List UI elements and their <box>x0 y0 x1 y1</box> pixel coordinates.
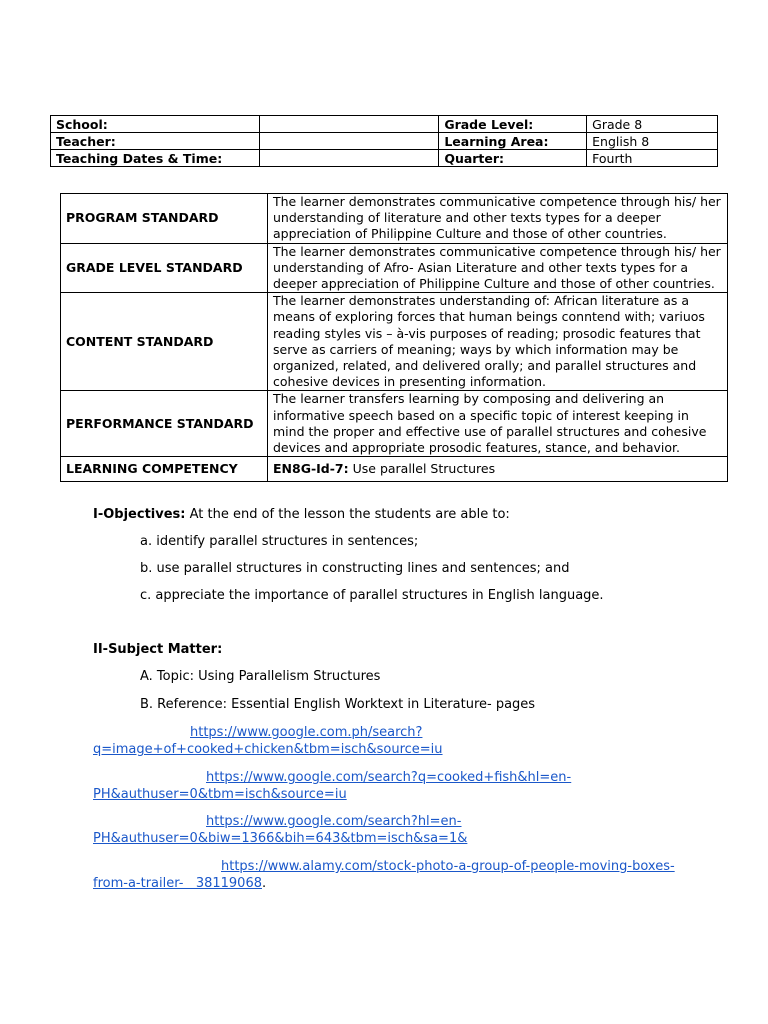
subject-topic: A. Topic: Using Parallelism Structures <box>140 669 381 684</box>
reference-link-1-line1[interactable]: https://www.google.com.ph/search? <box>190 725 423 740</box>
competency-code: EN8G-Id-7: <box>273 461 349 477</box>
table-row <box>51 150 718 167</box>
school-label: School: <box>51 116 260 133</box>
learning-area-value: English 8 <box>587 133 718 150</box>
program-standard-label: PROGRAM STANDARD <box>61 194 268 244</box>
objectives-intro-text: At the end of the lesson the students are able to: <box>185 507 510 522</box>
objectives-heading: I-Objectives: <box>93 507 186 522</box>
objective-item: c. appreciate the importance of parallel structures in English language. <box>140 588 604 603</box>
objective-item: a. identify parallel structures in sentences; <box>140 534 419 549</box>
teaching-dates-label: Teaching Dates & Time: <box>51 150 260 167</box>
standards-table <box>60 193 728 482</box>
reference-link-4-line1[interactable]: https://www.alamy.com/stock-photo-a-group-of-people-moving-boxes- <box>221 859 675 874</box>
school-info-table <box>50 115 718 167</box>
table-row <box>61 293 728 391</box>
reference-link-3-line2[interactable]: PH&authuser=0&biw=1366&bih=643&tbm=isch&sa=1& <box>93 831 468 846</box>
link-suffix: . <box>262 876 267 891</box>
subject-reference: B. Reference: Essential English Worktext in Literature- pages <box>140 697 536 712</box>
reference-link-3-line1[interactable]: https://www.google.com/search?hl=en- <box>206 814 462 829</box>
reference-link-2-line2[interactable]: PH&authuser=0&tbm=isch&source=iu <box>93 787 347 802</box>
table-row <box>51 116 718 133</box>
reference-link-4-line2[interactable]: from-a-trailer- 38119068 <box>93 876 262 891</box>
subject-matter-heading: II-Subject Matter: <box>93 642 223 657</box>
competency-text: Use parallel Structures <box>348 461 496 477</box>
performance-standard-text: The learner transfers learning by composing and delivering an informative speech based on a specific topic of interest keeping in mind the proper and effective use of parallel structures and cohesive devices and appropriate prosodic features, stance, and behavior. <box>268 391 728 457</box>
grade-level-value: Grade 8 <box>587 116 718 133</box>
school-value <box>259 116 439 133</box>
objectives-intro <box>93 507 510 523</box>
content-standard-text: The learner demonstrates understanding of: African literature as a means of exploring forces that human beings conntend with; variuos reading styles vis – à-vis purposes of reading; prosodic features that serve as carriers of meaning; ways by which information may be organized, related, and delivered orally; and parallel structures and cohesive devices in presenting information. <box>268 293 728 391</box>
quarter-value: Fourth <box>587 150 718 167</box>
reference-link-1-line2[interactable]: q=image+of+cooked+chicken&tbm=isch&source=iu <box>93 742 443 757</box>
reference-link-2-line1[interactable]: https://www.google.com/search?q=cooked+fish&hl=en- <box>206 770 572 785</box>
teacher-value <box>259 133 439 150</box>
grade-level-label: Grade Level: <box>439 116 587 133</box>
objective-item: b. use parallel structures in constructing lines and sentences; and <box>140 561 570 576</box>
table-row <box>61 194 728 244</box>
grade-level-standard-label: GRADE LEVEL STANDARD <box>61 243 268 293</box>
reference-link-2 <box>93 769 693 803</box>
reference-link-4 <box>93 858 693 892</box>
table-row <box>61 243 728 293</box>
reference-link-1 <box>93 724 693 758</box>
content-standard-label: CONTENT STANDARD <box>61 293 268 391</box>
table-row <box>61 391 728 457</box>
program-standard-text: The learner demonstrates communicative competence through his/ her understanding of literature and other texts types for a deeper appreciation of Philippine Culture and those of other countries. <box>268 194 728 244</box>
grade-level-standard-text: The learner demonstrates communicative competence through his/ her understanding of Afro- Asian Literature and other texts types for a deeper appreciation of Philippine Culture and those of other countries. <box>268 243 728 293</box>
quarter-label: Quarter: <box>439 150 587 167</box>
table-row <box>51 133 718 150</box>
teacher-label: Teacher: <box>51 133 260 150</box>
learning-competency-value <box>268 457 728 482</box>
performance-standard-label: PERFORMANCE STANDARD <box>61 391 268 457</box>
table-row <box>61 457 728 482</box>
learning-area-label: Learning Area: <box>439 133 587 150</box>
learning-competency-label: LEARNING COMPETENCY <box>61 457 268 482</box>
teaching-dates-value <box>259 150 439 167</box>
reference-link-3 <box>93 813 693 847</box>
